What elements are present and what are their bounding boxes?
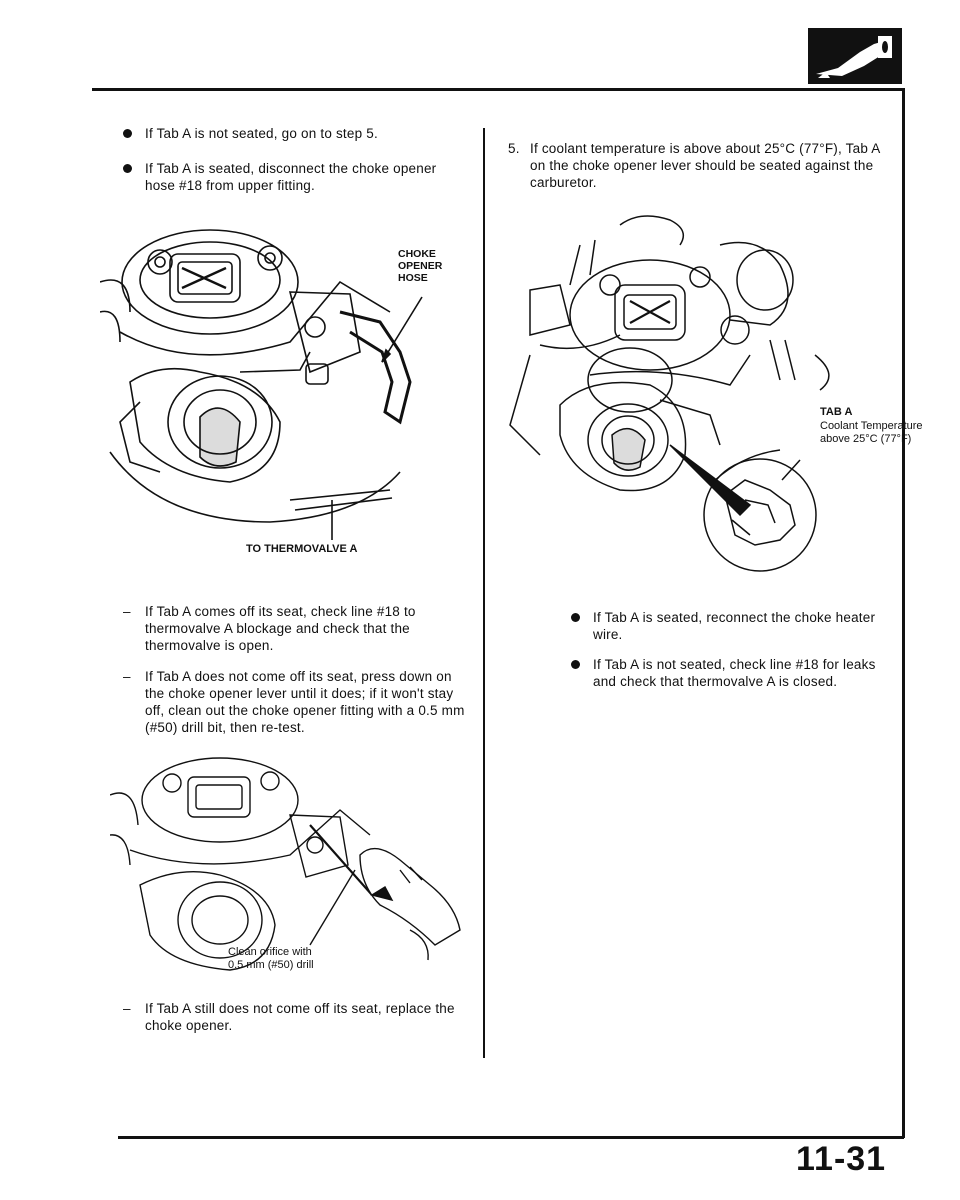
dash-text: If Tab A does not come off its seat, press down on the choke opener lever until it does; if it won't stay off, clean out the choke opener fitting with a 0.5 mm (#50) drill bit, then re-test. — [145, 669, 465, 735]
dash-mark: – — [123, 1001, 131, 1016]
dash-text: If Tab A still does not come off its seat, replace the choke opener. — [145, 1001, 455, 1033]
callout-line: CHOKE — [398, 248, 436, 260]
drill-caption — [228, 946, 314, 972]
dash-item — [123, 668, 465, 736]
bullet-dot-icon — [571, 660, 580, 669]
tab-a-label: TAB A — [820, 406, 853, 418]
bullet-text: If Tab A is not seated, go on to step 5. — [145, 126, 378, 141]
column-divider — [483, 128, 485, 1058]
step-text: If coolant temperature is above about 25°C (77°F), Tab A on the choke opener lever should be seated against the carburetor. — [530, 141, 880, 190]
note-line: Coolant Temperature — [820, 420, 923, 432]
bullet-dot-icon — [571, 613, 580, 622]
bullet-item — [593, 656, 893, 690]
section-emblem-icon — [808, 28, 902, 84]
bullet-dot-icon — [123, 164, 132, 173]
dash-item — [123, 1000, 465, 1034]
bullet-text: If Tab A is not seated, check line #18 for leaks and check that thermovalve A is closed. — [593, 657, 876, 689]
callout-thermovalve: TO THERMOVALVE A — [246, 543, 358, 555]
callout-line: OPENER — [398, 260, 443, 272]
dash-text: If Tab A comes off its seat, check line #18 to thermovalve A blockage and check that the thermovalve is open. — [145, 604, 416, 653]
right-rule — [902, 88, 905, 1138]
bullet-item — [145, 125, 465, 142]
bullet-text: If Tab A is seated, reconnect the choke heater wire. — [593, 610, 876, 642]
dash-item — [123, 603, 465, 654]
step-5 — [508, 140, 885, 191]
carburetor-illustration-3 — [500, 205, 900, 575]
callout-choke-opener-hose — [398, 248, 442, 284]
page-number: 11-31 — [796, 1140, 887, 1178]
caption-line: Clean orifice with — [228, 946, 312, 958]
coolant-note — [820, 420, 923, 446]
callout-line: HOSE — [398, 272, 428, 284]
top-rule — [92, 88, 904, 91]
dash-mark: – — [123, 604, 131, 619]
note-line: above 25°C (77°F) — [820, 433, 912, 445]
caption-line: 0.5 mm (#50) drill — [228, 959, 314, 971]
bullet-dot-icon — [123, 129, 132, 138]
bullet-text: If Tab A is seated, disconnect the choke opener hose #18 from upper fitting. — [145, 161, 437, 193]
bottom-rule — [118, 1136, 904, 1139]
bullet-item — [593, 609, 893, 643]
dash-mark: – — [123, 669, 131, 684]
step-number: 5. — [508, 141, 520, 156]
bullet-item — [145, 160, 465, 194]
